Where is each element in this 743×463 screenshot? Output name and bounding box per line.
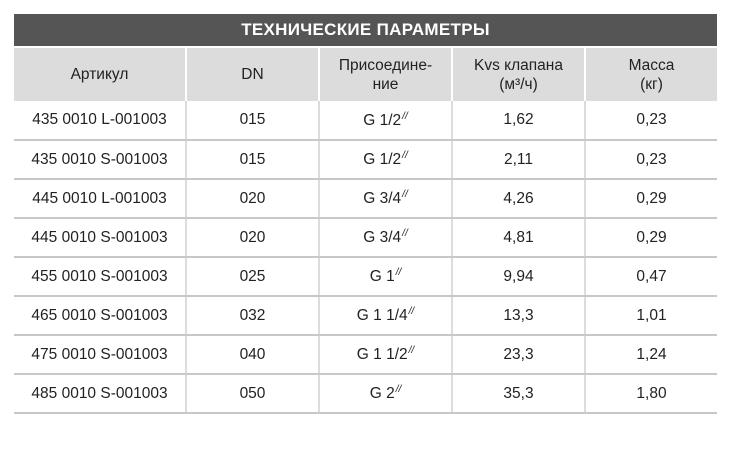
table-body — [14, 101, 717, 413]
header-mass: Масса (кг) — [585, 47, 717, 101]
cell-kvs: 1,62 — [452, 101, 585, 140]
connection-value: G 2 — [369, 385, 395, 402]
cell-article: 455 0010 S-001003 — [14, 257, 186, 296]
header-dn: DN — [186, 47, 319, 101]
cell-kvs: 35,3 — [452, 374, 585, 413]
table-row — [14, 335, 717, 374]
cell-dn: 025 — [186, 257, 319, 296]
header-connection: Присоедине- ние — [319, 47, 452, 101]
cell-mass: 0,23 — [585, 101, 717, 140]
table-row — [14, 101, 717, 140]
cell-mass: 1,80 — [585, 374, 717, 413]
table-row — [14, 179, 717, 218]
cell-article: 475 0010 S-001003 — [14, 335, 186, 374]
cell-connection — [319, 218, 452, 257]
cell-mass: 1,24 — [585, 335, 717, 374]
cell-kvs: 9,94 — [452, 257, 585, 296]
cell-dn: 040 — [186, 335, 319, 374]
inch-mark: // — [402, 110, 408, 122]
table-row — [14, 374, 717, 413]
cell-article: 435 0010 L-001003 — [14, 101, 186, 140]
inch-mark: // — [402, 150, 408, 161]
table-row — [14, 296, 717, 335]
connection-value: G 1/2 — [363, 151, 402, 168]
cell-kvs: 13,3 — [452, 296, 585, 335]
table-title: ТЕХНИЧЕСКИЕ ПАРАМЕТРЫ — [14, 14, 717, 46]
connection-value: G 3/4 — [363, 229, 402, 246]
header-row — [14, 47, 717, 101]
cell-connection — [319, 179, 452, 218]
parameters-table — [14, 46, 717, 414]
cell-mass: 0,23 — [585, 140, 717, 179]
cell-dn: 032 — [186, 296, 319, 335]
cell-kvs: 4,26 — [452, 179, 585, 218]
cell-mass: 1,01 — [585, 296, 717, 335]
cell-dn: 020 — [186, 218, 319, 257]
connection-value: G 1/2 — [363, 111, 402, 129]
header-kvs: Kvs клапана (м³/ч) — [452, 47, 585, 101]
cell-kvs: 2,11 — [452, 140, 585, 179]
inch-mark: // — [408, 306, 415, 317]
cell-connection — [319, 140, 452, 179]
connection-value: G 1 1/4 — [356, 307, 408, 324]
cell-kvs: 23,3 — [452, 335, 585, 374]
connection-value: G 1 — [369, 268, 395, 285]
connection-value: G 3/4 — [363, 190, 402, 207]
cell-mass: 0,47 — [585, 257, 717, 296]
technical-parameters-sheet — [14, 14, 717, 414]
cell-article: 435 0010 S-001003 — [14, 140, 186, 179]
table-row — [14, 218, 717, 257]
inch-mark: // — [395, 267, 402, 278]
table-row — [14, 140, 717, 179]
cell-article: 465 0010 S-001003 — [14, 296, 186, 335]
cell-connection — [319, 335, 452, 374]
cell-kvs: 4,81 — [452, 218, 585, 257]
cell-connection — [319, 101, 452, 140]
cell-connection — [319, 296, 452, 335]
connection-value: G 1 1/2 — [356, 346, 408, 363]
header-article: Артикул — [14, 47, 186, 101]
cell-article: 445 0010 S-001003 — [14, 218, 186, 257]
cell-article: 485 0010 S-001003 — [14, 374, 186, 413]
cell-dn: 015 — [186, 101, 319, 140]
cell-dn: 015 — [186, 140, 319, 179]
cell-article: 445 0010 L-001003 — [14, 179, 186, 218]
inch-mark: // — [408, 345, 415, 356]
cell-dn: 020 — [186, 179, 319, 218]
cell-connection — [319, 257, 452, 296]
cell-connection — [319, 374, 452, 413]
cell-mass: 0,29 — [585, 218, 717, 257]
cell-dn: 050 — [186, 374, 319, 413]
table-row — [14, 257, 717, 296]
inch-mark: // — [395, 384, 402, 395]
inch-mark: // — [402, 228, 408, 239]
inch-mark: // — [402, 189, 408, 200]
cell-mass: 0,29 — [585, 179, 717, 218]
